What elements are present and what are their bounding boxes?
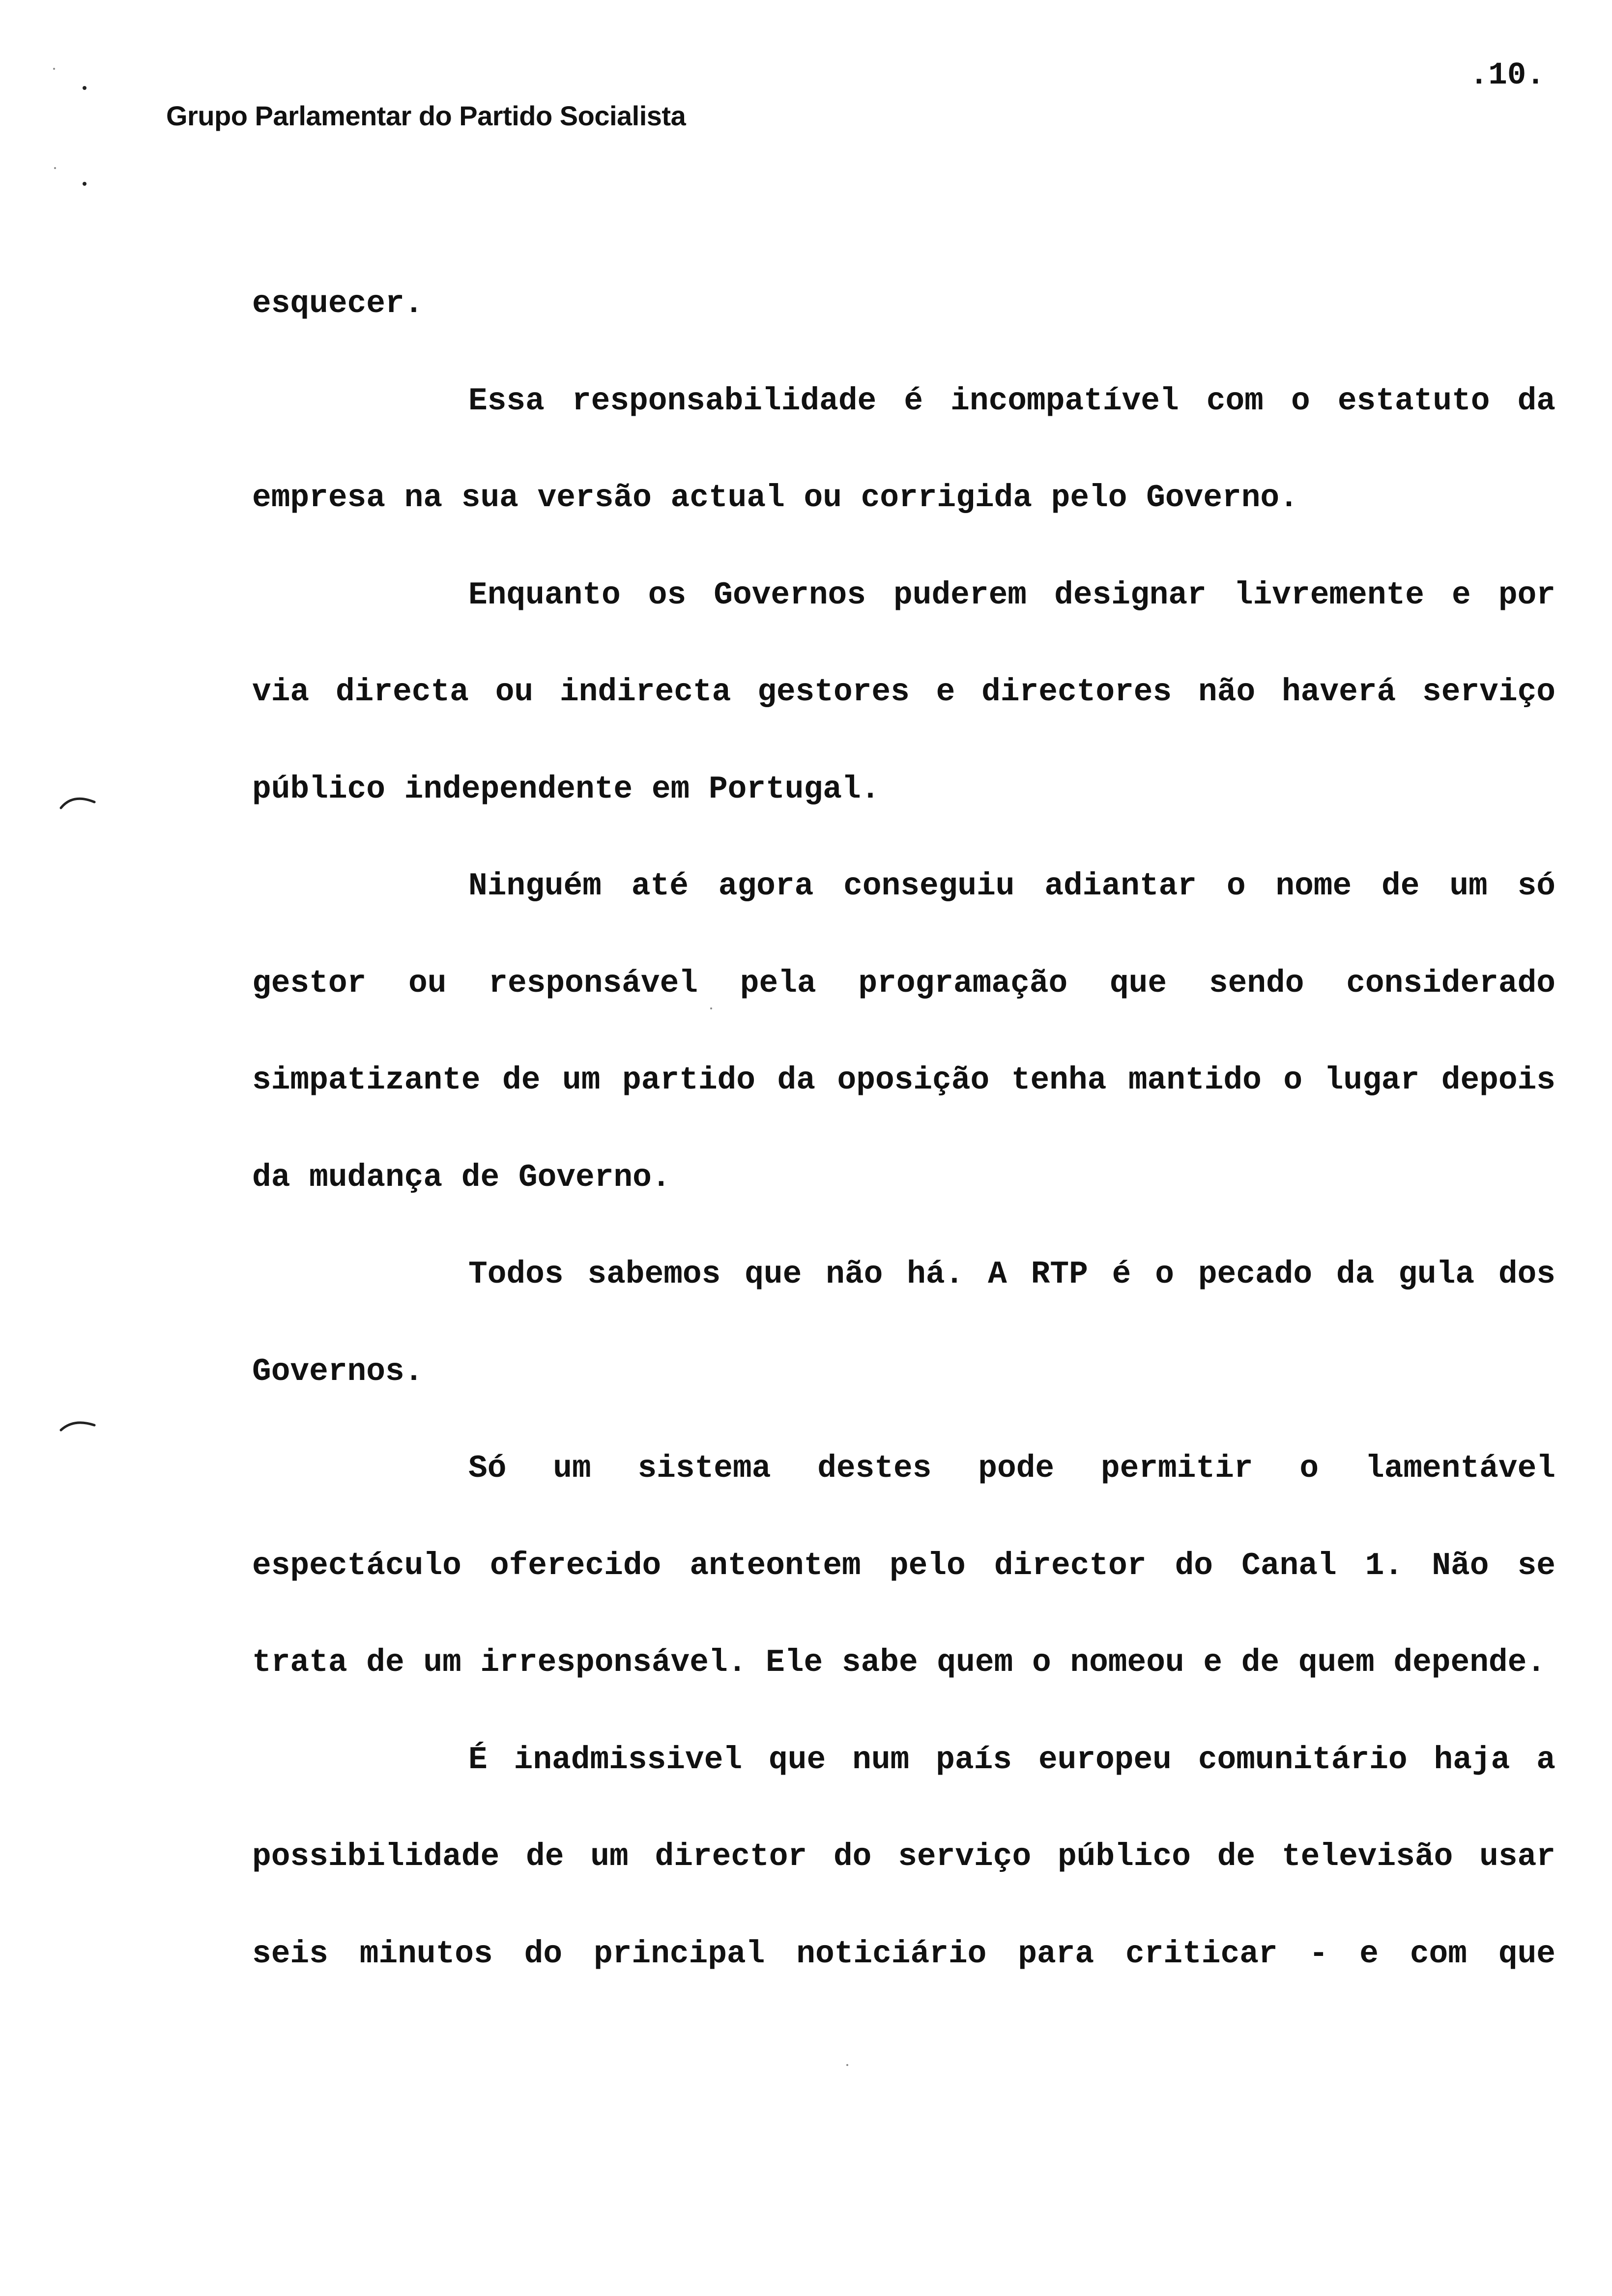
- scan-speck: [846, 2064, 848, 2066]
- paragraph: Todos sabemos que não há. A RTP é o pecado da gula dos Governos.: [252, 1257, 1555, 1390]
- paragraph: Enquanto os Governos puderem designar livremente e por via directa ou indirecta gestores e directores não haverá serviço público independente em Portugal.: [252, 577, 1555, 807]
- scan-dot: [83, 86, 86, 90]
- paragraph: É inadmissivel que num país europeu comunitário haja a possibilidade de um director do serviço público de televisão usar seis minutos do principal noticiário para criticar - e com que: [252, 1742, 1555, 1972]
- paragraph: Só um sistema destes pode permitir o lamentável espectáculo oferecido anteontem pelo director do Canal 1. Não se trata de um irresponsável. Ele sabe quem o nomeou e de quem depende.: [252, 1451, 1555, 1681]
- scan-dot: [83, 182, 86, 186]
- paragraph: esquecer.: [252, 286, 424, 322]
- header-title: Grupo Parlamentar do Partido Socialista: [166, 100, 686, 131]
- punch-hole-mark-icon: [58, 1415, 97, 1435]
- document-body: [252, 256, 1555, 2003]
- page-number: .10.: [1469, 58, 1545, 93]
- paragraph: Essa responsabilidade é incompatível com o estatuto da empresa na sua versão actual ou corrigida pelo Governo.: [252, 383, 1555, 516]
- paragraph: Ninguém até agora conseguiu adiantar o nome de um só gestor ou responsável pela programação que sendo considerado simpatizante de um partido da oposição tenha mantido o lugar depois da mudança de Governo.: [252, 868, 1555, 1196]
- scan-speck: [53, 68, 55, 70]
- punch-hole-mark-icon: [58, 791, 97, 811]
- scan-speck: [54, 167, 56, 169]
